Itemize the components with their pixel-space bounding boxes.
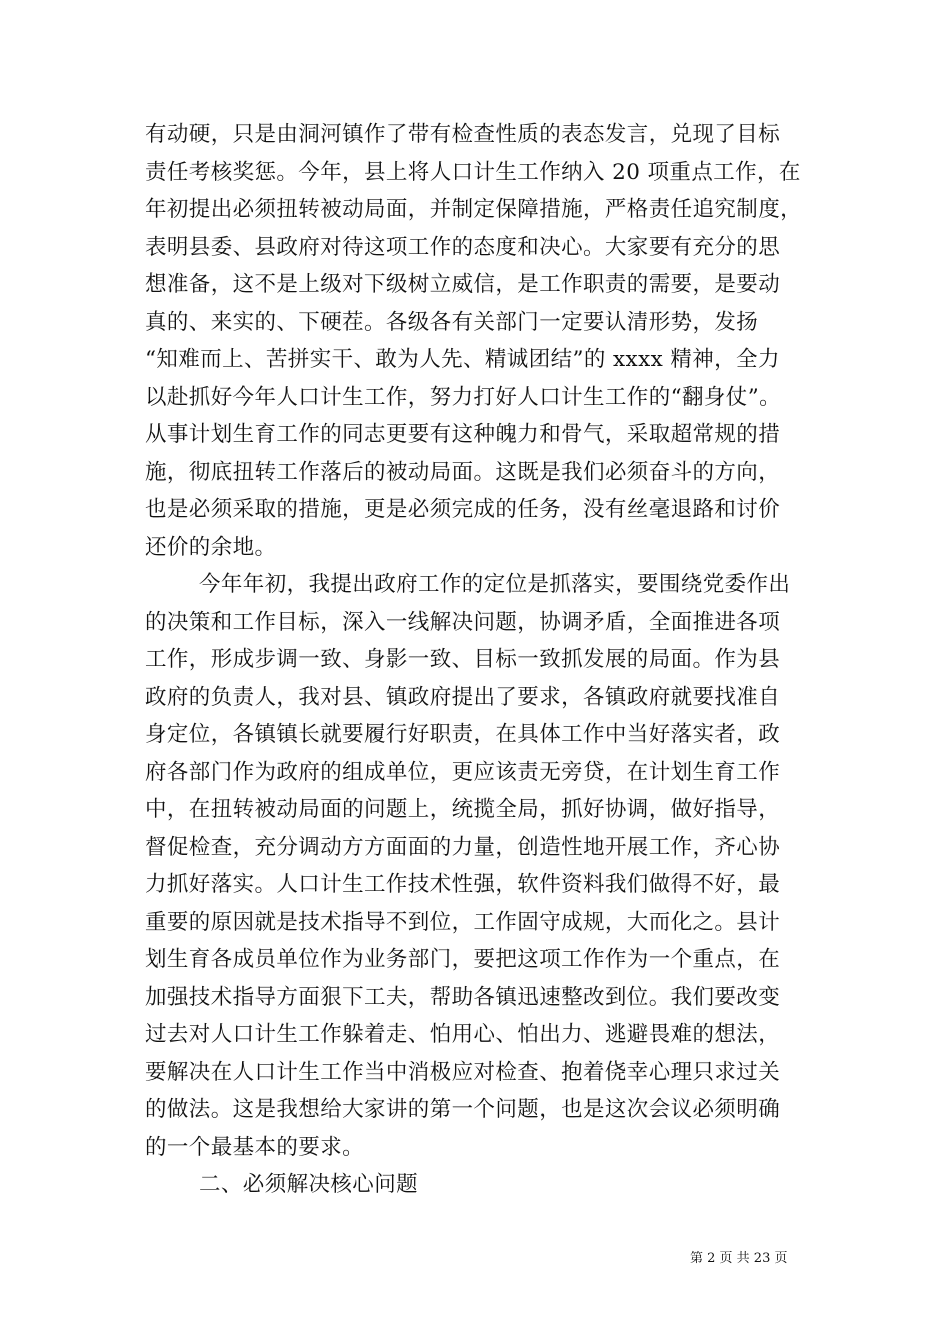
text-line: 责任考核奖惩。今年，县上将人口计生工作纳入 20 项重点工作，在 (145, 159, 801, 185)
text-line: 真的、来实的、下硬茬。各级各有关部门一定要认清形势，发扬 (145, 309, 759, 335)
body-text (145, 116, 825, 1204)
text-line: 的一个最基本的要求。 (145, 1134, 365, 1160)
section-heading: 二、必须解决核心问题 (199, 1172, 419, 1197)
text-line: 也是必须采取的措施，更是必须完成的任务，没有丝毫退路和讨价 (145, 497, 781, 522)
text-line: 从事计划生育工作的同志更要有这种魄力和骨气，采取超常规的措 (145, 422, 781, 447)
text-line: 政府的负责人，我对县、镇政府提出了要求，各镇政府就要找准自 (145, 684, 781, 710)
text-line: 身定位，各镇镇长就要履行好职责，在具体工作中当好落实者，政 (145, 722, 781, 747)
text-line: 以赴抓好今年人口计生工作，努力打好人口计生工作的“翻身仗”。 (145, 384, 781, 410)
text-line: 加强技术指导方面狠下工夫，帮助各镇迅速整改到位。我们要改变 (145, 984, 781, 1010)
page-footer: 第 2 页 共 23 页 (690, 1251, 788, 1266)
text-line: 有动硬，只是由洞河镇作了带有检查性质的表态发言，兑现了目标 (145, 122, 781, 147)
text-line: 过去对人口计生工作躲着走、怕用心、怕出力、逃避畏难的想法， (145, 1022, 781, 1047)
paragraph-start-line: 今年年初，我提出政府工作的定位是抓落实，要围绕党委作出 (199, 572, 791, 597)
text-line: 的做法。这是我想给大家讲的第一个问题，也是这次会议必须明确 (145, 1097, 781, 1122)
text-line: 还价的余地。 (145, 534, 277, 560)
text-line: 施，彻底扭转工作落后的被动局面。这既是我们必须奋斗的方向， (145, 459, 781, 485)
text-line: 表明县委、县政府对待这项工作的态度和决心。大家要有充分的思 (145, 234, 781, 260)
text-line: 想准备，这不是上级对下级树立威信，是工作职责的需要，是要动 (145, 272, 781, 297)
text-line: 重要的原因就是技术指导不到位，工作固守成规，大而化之。县计 (145, 909, 781, 935)
text-line: 工作，形成步调一致、身影一致、目标一致抓发展的局面。作为县 (145, 647, 781, 672)
text-line: 力抓好落实。人口计生工作技术性强，软件资料我们做得不好，最 (145, 872, 781, 897)
text-line: “知难而上、苦拼实干、敢为人先、精诚团结”的 xxxx 精神，全力 (145, 347, 780, 372)
text-line: 划生育各成员单位作为业务部门，要把这项工作作为一个重点，在 (145, 947, 781, 972)
text-line: 中，在扭转被动局面的问题上，统揽全局，抓好协调，做好指导， (145, 797, 781, 822)
text-line: 督促检查，充分调动方方面面的力量，创造性地开展工作，齐心协 (145, 834, 781, 860)
text-line: 年初提出必须扭转被动局面，并制定保障措施，严格责任追究制度， (145, 197, 803, 222)
text-line: 的决策和工作目标，深入一线解决问题，协调矛盾，全面推进各项 (145, 609, 781, 635)
text-line: 要解决在人口计生工作当中消极应对检查、抱着侥幸心理只求过关 (145, 1059, 781, 1085)
text-line: 府各部门作为政府的组成单位，更应该责无旁贷，在计划生育工作 (145, 759, 781, 785)
